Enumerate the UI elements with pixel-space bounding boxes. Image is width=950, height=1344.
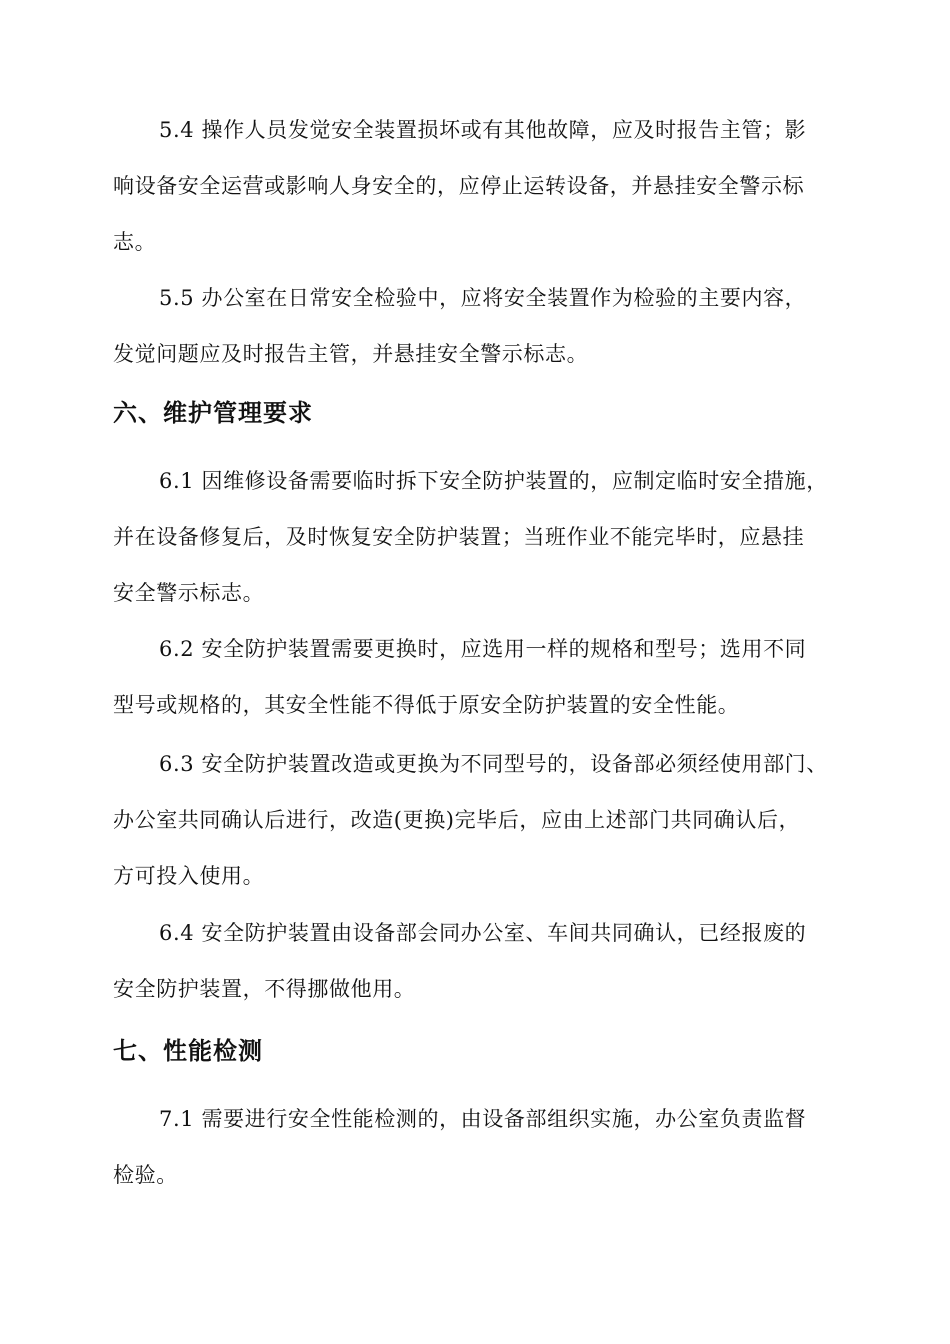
paragraph-line: 检验。 — [113, 1163, 178, 1187]
paragraph-line: 6.1 因维修设备需要临时拆下安全防护装置的，应制定临时安全措施， — [159, 469, 828, 493]
paragraph-line: 6.3 安全防护装置改造或更换为不同型号的，设备部必须经使用部门、 — [159, 752, 828, 776]
paragraph-line: 5.5 办公室在日常安全检验中，应将安全装置作为检验的主要内容， — [159, 286, 807, 310]
paragraph-6-3 — [113, 736, 829, 904]
paragraph-line: 5.4 操作人员发觉安全装置损坏或有其他故障，应及时报告主管；影 — [159, 118, 807, 142]
paragraph-6-2 — [113, 621, 829, 733]
paragraph-line: 方可投入使用。 — [113, 864, 265, 888]
section-heading-6: 六、维护管理要求 — [113, 399, 313, 427]
paragraph-line: 办公室共同确认后进行，改造(更换)完毕后，应由上述部门共同确认后， — [113, 808, 801, 832]
paragraph-line: 志。 — [113, 230, 157, 254]
paragraph-line: 6.4 安全防护装置由设备部会同办公室、车间共同确认，已经报废的 — [159, 921, 807, 945]
paragraph-line: 6.2 安全防护装置需要更换时，应选用一样的规格和型号；选用不同 — [159, 637, 807, 661]
paragraph-line: 型号或规格的，其安全性能不得低于原安全防护装置的安全性能。 — [113, 693, 740, 717]
paragraph-6-4 — [113, 905, 829, 1017]
section-heading-7: 七、性能检测 — [113, 1037, 263, 1065]
paragraph-line: 并在设备修复后，及时恢复安全防护装置；当班作业不能完毕时，应悬挂 — [113, 525, 805, 549]
paragraph-line: 安全警示标志。 — [113, 581, 265, 605]
paragraph-5-5 — [113, 270, 829, 382]
paragraph-line: 7.1 需要进行安全性能检测的，由设备部组织实施，办公室负责监督 — [159, 1107, 807, 1131]
paragraph-5-4 — [113, 102, 829, 270]
paragraph-line: 安全防护装置，不得挪做他用。 — [113, 977, 416, 1001]
paragraph-7-1 — [113, 1091, 829, 1203]
paragraph-6-1 — [113, 453, 829, 621]
paragraph-line: 响设备安全运营或影响人身安全的，应停止运转设备，并悬挂安全警示标 — [113, 174, 805, 198]
paragraph-line: 发觉问题应及时报告主管，并悬挂安全警示标志。 — [113, 342, 589, 366]
